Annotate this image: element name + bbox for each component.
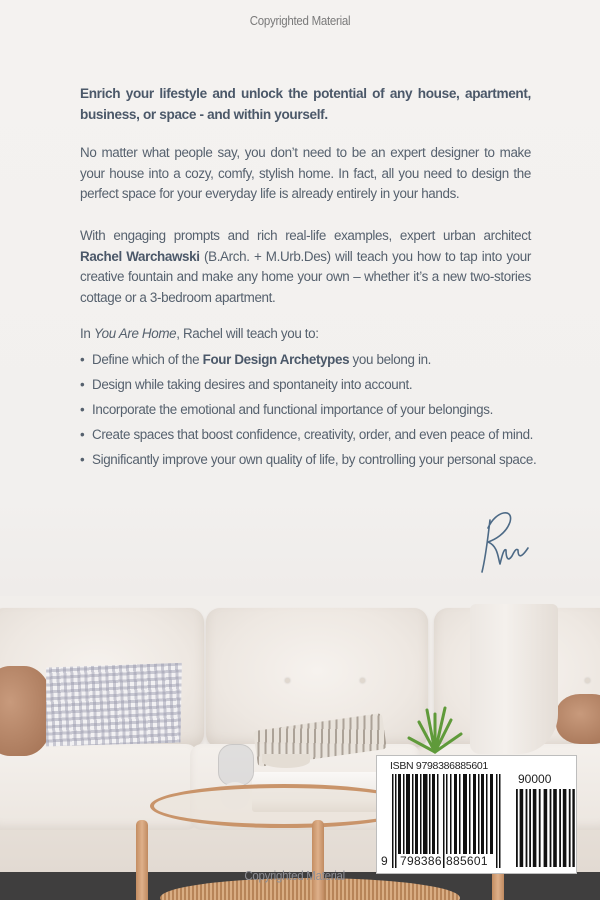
barcode-digit-group-2: 885601 [446, 854, 488, 868]
cushion-tuft [285, 678, 290, 683]
bullet-dot-icon: • [80, 377, 85, 392]
price-addon-barcode-icon [516, 789, 576, 867]
bullet-item [80, 425, 534, 450]
table-leg [312, 820, 324, 900]
copyright-watermark-top: Copyrighted Material [249, 14, 351, 28]
bullet-item [80, 350, 531, 375]
intro-suffix: , Rachel will teach you to: [176, 326, 319, 341]
blurb-paragraph-2 [80, 226, 531, 308]
book-title: You Are Home [93, 326, 177, 341]
bullet-dot-icon: • [80, 427, 85, 442]
decor-bowl [262, 754, 310, 768]
price-code: 90000 [518, 772, 552, 786]
bullet-dot-icon: • [80, 452, 85, 467]
intro-prefix: In [80, 326, 94, 341]
throw-blanket [470, 604, 558, 754]
gingham-pillow [42, 660, 186, 749]
blurb-headline: Enrich your lifestyle and unlock the potential of any house, apartment, business, or space - and within yourself. [80, 86, 531, 122]
bullet-bold-text: Four Design Archetypes [202, 352, 350, 367]
blurb-paragraph-1: No matter what people say, you don’t need to be an expert designer to make your house into a cozy, comfy, stylish home. In fact, all you need to design the perfect space for your everyday life is already entirely in your hands. [80, 145, 531, 201]
learning-bullets [80, 350, 537, 475]
isbn-barcode [376, 755, 577, 874]
paragraph-2-text-end: (B.Arch. + M.Urb.Des) will teach you how to tap into your creative fountain and make any home your own – whether it’s a new two-stories cottage or a 3-bedroom apartment. [80, 248, 531, 305]
bullet-text: Create spaces that boost confidence, creativity, order, and even peace of mind. [92, 427, 534, 442]
barcode-digit-group-1: 798386 [400, 854, 442, 868]
author-name: Rachel Warchawski [80, 248, 200, 264]
barcode-digit-first: 9 [381, 854, 388, 868]
cushion-tuft [360, 678, 365, 683]
bullet-text: Design while taking desires and spontaneity into account. [92, 377, 413, 392]
table-leg [136, 820, 148, 900]
isbn-label: ISBN 9798386885601 [390, 760, 488, 772]
signature-icon [474, 506, 534, 578]
copyright-watermark-bottom: Copyrighted Material [244, 869, 345, 883]
bullet-item [80, 450, 537, 475]
brown-pillow-right [556, 694, 600, 744]
plant-icon [405, 704, 465, 754]
cushion-tuft [585, 678, 590, 683]
bullet-text-end: you belong in. [349, 352, 432, 367]
glass-lamp [218, 744, 254, 786]
paragraph-2-text-start: With engaging prompts and rich real-life examples, expert urban architect [80, 228, 531, 243]
bullet-text: Significantly improve your own quality of life, by controlling your personal space. [92, 452, 537, 467]
bullet-dot-icon: • [80, 402, 85, 417]
bullet-text: Incorporate the emotional and functional importance of your belongings. [92, 402, 493, 417]
bullet-text: Define which of the [92, 352, 203, 367]
bullets-intro [80, 324, 531, 344]
brown-pillow-left [0, 666, 52, 756]
bullet-dot-icon: • [80, 352, 85, 367]
bullet-item [80, 400, 531, 425]
bullet-item [80, 375, 531, 400]
